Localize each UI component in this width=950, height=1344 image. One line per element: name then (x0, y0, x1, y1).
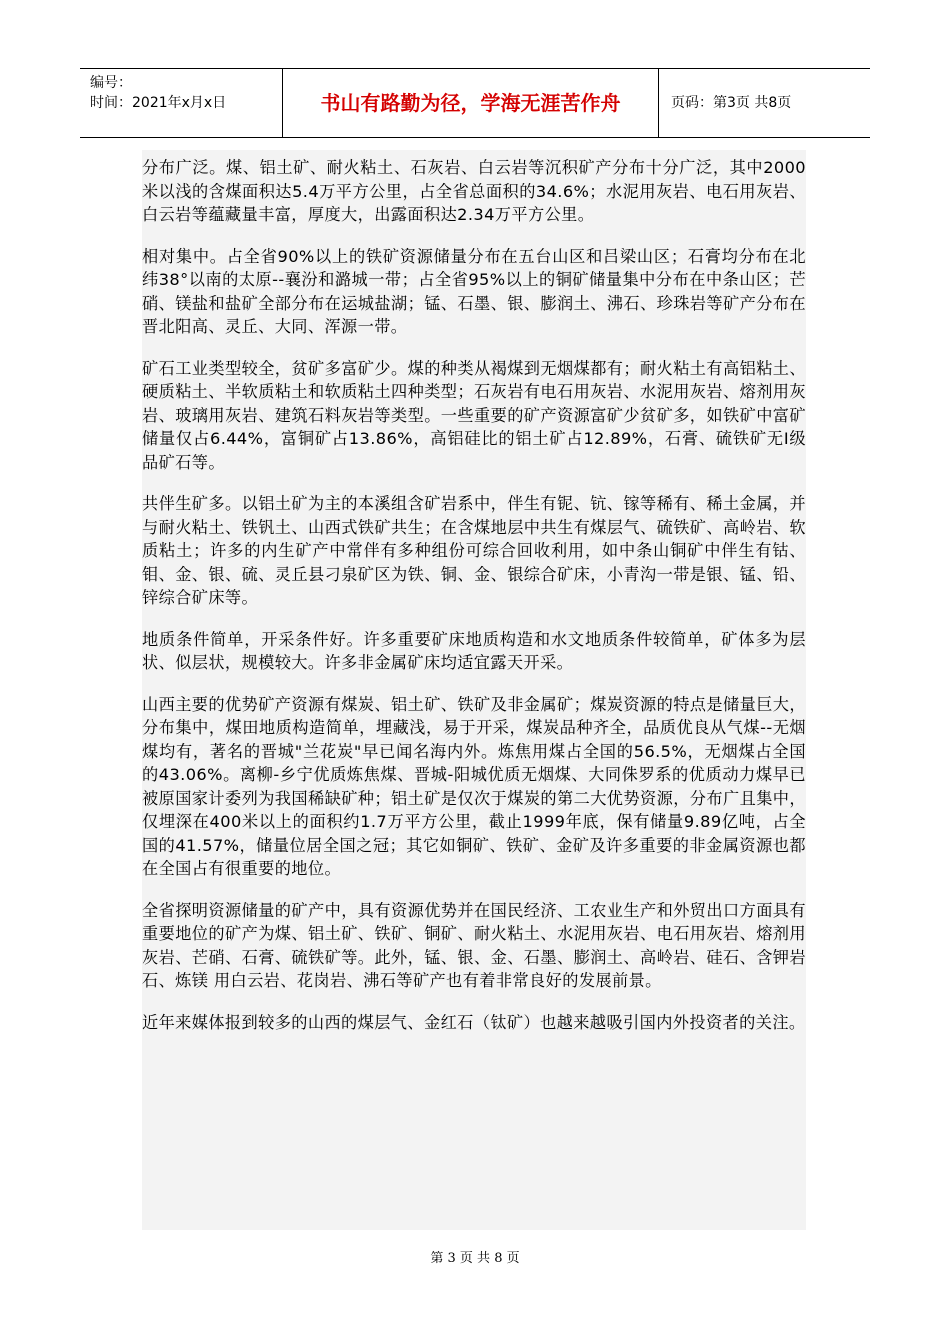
document-body (142, 150, 806, 1230)
header-motto: 书山有路勤为径，学海无涯苦作舟 (283, 69, 659, 137)
paragraph: 矿石工业类型较全，贫矿多富矿少。煤的种类从褐煤到无烟煤都有；耐火粘土有高铝粘土、硬质粘土、半软质粘土和软质粘土四种类型；石灰岩有电石用灰岩、水泥用灰岩、熔剂用灰岩、玻璃用灰岩、建筑石料灰岩等类型。一些重要的矿产资源富矿少贫矿多，如铁矿中富矿储量仅占6.44%，富铜矿占13.86%，高铝硅比的铝土矿占12.89%，石膏、硫铁矿无Ⅰ级品矿石等。 (142, 358, 806, 472)
paragraph: 相对集中。占全省90%以上的铁矿资源储量分布在五台山区和吕梁山区；石膏均分布在北纬38°以南的太原--襄汾和潞城一带；占全省95%以上的铜矿储量集中分布在中条山区；芒硝、镁盐和盐矿全部分布在运城盐湖；锰、石墨、银、膨润土、沸石、珍珠岩等矿产分布在晋北阳高、灵丘、大同、浑源一带。 (142, 246, 806, 336)
paragraph: 分布广泛。煤、铝土矿、耐火粘土、石灰岩、白云岩等沉积矿产分布十分广泛，其中2000米以浅的含煤面积达5.4万平方公里，占全省总面积的34.6%；水泥用灰岩、电石用灰岩、白云岩等蕴藏量丰富，厚度大，出露面积达2.34万平方公里。 (142, 158, 806, 224)
date-label: 时间：2021年x月x日 (90, 95, 227, 111)
paragraph: 共伴生矿多。以铝土矿为主的本溪组含矿岩系中，伴生有铌、钪、镓等稀有、稀土金属，并与耐火粘土、铁钒土、山西式铁矿共生；在含煤地层中共生有煤层气、硫铁矿、高岭岩、软质粘土；许多的内生矿产中常伴有多种组份可综合回收利用，如中条山铜矿中伴生有钴、钼、金、银、硫、灵丘县刁泉矿区为铁、铜、金、银综合矿床，小青沟一带是银、锰、铅、锌综合矿床等。 (142, 494, 806, 607)
header-meta (80, 69, 283, 137)
paragraph: 地质条件简单，开采条件好。许多重要矿床地质构造和水文地质条件较简单，矿体多为层状、似层状，规模较大。许多非金属矿床均适宜露天开采。 (142, 629, 806, 672)
paragraph: 近年来媒体报到较多的山西的煤层气、金红石（钛矿）也越来越吸引国内外投资者的关注。 (142, 1012, 806, 1032)
header-page-info: 页码：第3页 共8页 (671, 95, 792, 111)
serial-number-label: 编号： (90, 75, 132, 91)
paragraph: 全省探明资源储量的矿产中，具有资源优势并在国民经济、工农业生产和外贸出口方面具有重要地位的矿产为煤、铝土矿、铁矿、铜矿、耐火粘土、水泥用灰岩、电石用灰岩、熔剂用灰岩、芒硝、石膏、硫铁矿等。此外，锰、银、金、石墨、膨润土、高岭岩、硅石、含钾岩石、炼镁 用白云岩、花岗岩、沸石等矿产也有着非常良好的发展前景。 (142, 900, 806, 990)
page-footer: 第 3 页 共 8 页 (430, 1251, 520, 1266)
page-header (80, 68, 870, 138)
paragraph: 山西主要的优势矿产资源有煤炭、铝土矿、铁矿及非金属矿；煤炭资源的特点是储量巨大，分布集中，煤田地质构造简单，埋藏浅，易于开采，煤炭品种齐全，品质优良从气煤--无烟煤均有，著名的晋城"兰花炭"早已闻名海内外。炼焦用煤占全国的56.5%，无烟煤占全国的43.06%。离柳-乡宁优质炼焦煤、晋城-阳城优质无烟煤、大同侏罗系的优质动力煤早已被原国家计委列为我国稀缺矿种；铝土矿是仅次于煤炭的第二大优势资源，分布广且集中，仅埋深在400米以上的面积约1.7万平方公里，截止1999年底，保有储量9.89亿吨，占全国的41.57%，储量位居全国之冠；其它如铜矿、铁矿、金矿及许多重要的非金属资源也都在全国占有很重要的地位。 (142, 694, 806, 878)
